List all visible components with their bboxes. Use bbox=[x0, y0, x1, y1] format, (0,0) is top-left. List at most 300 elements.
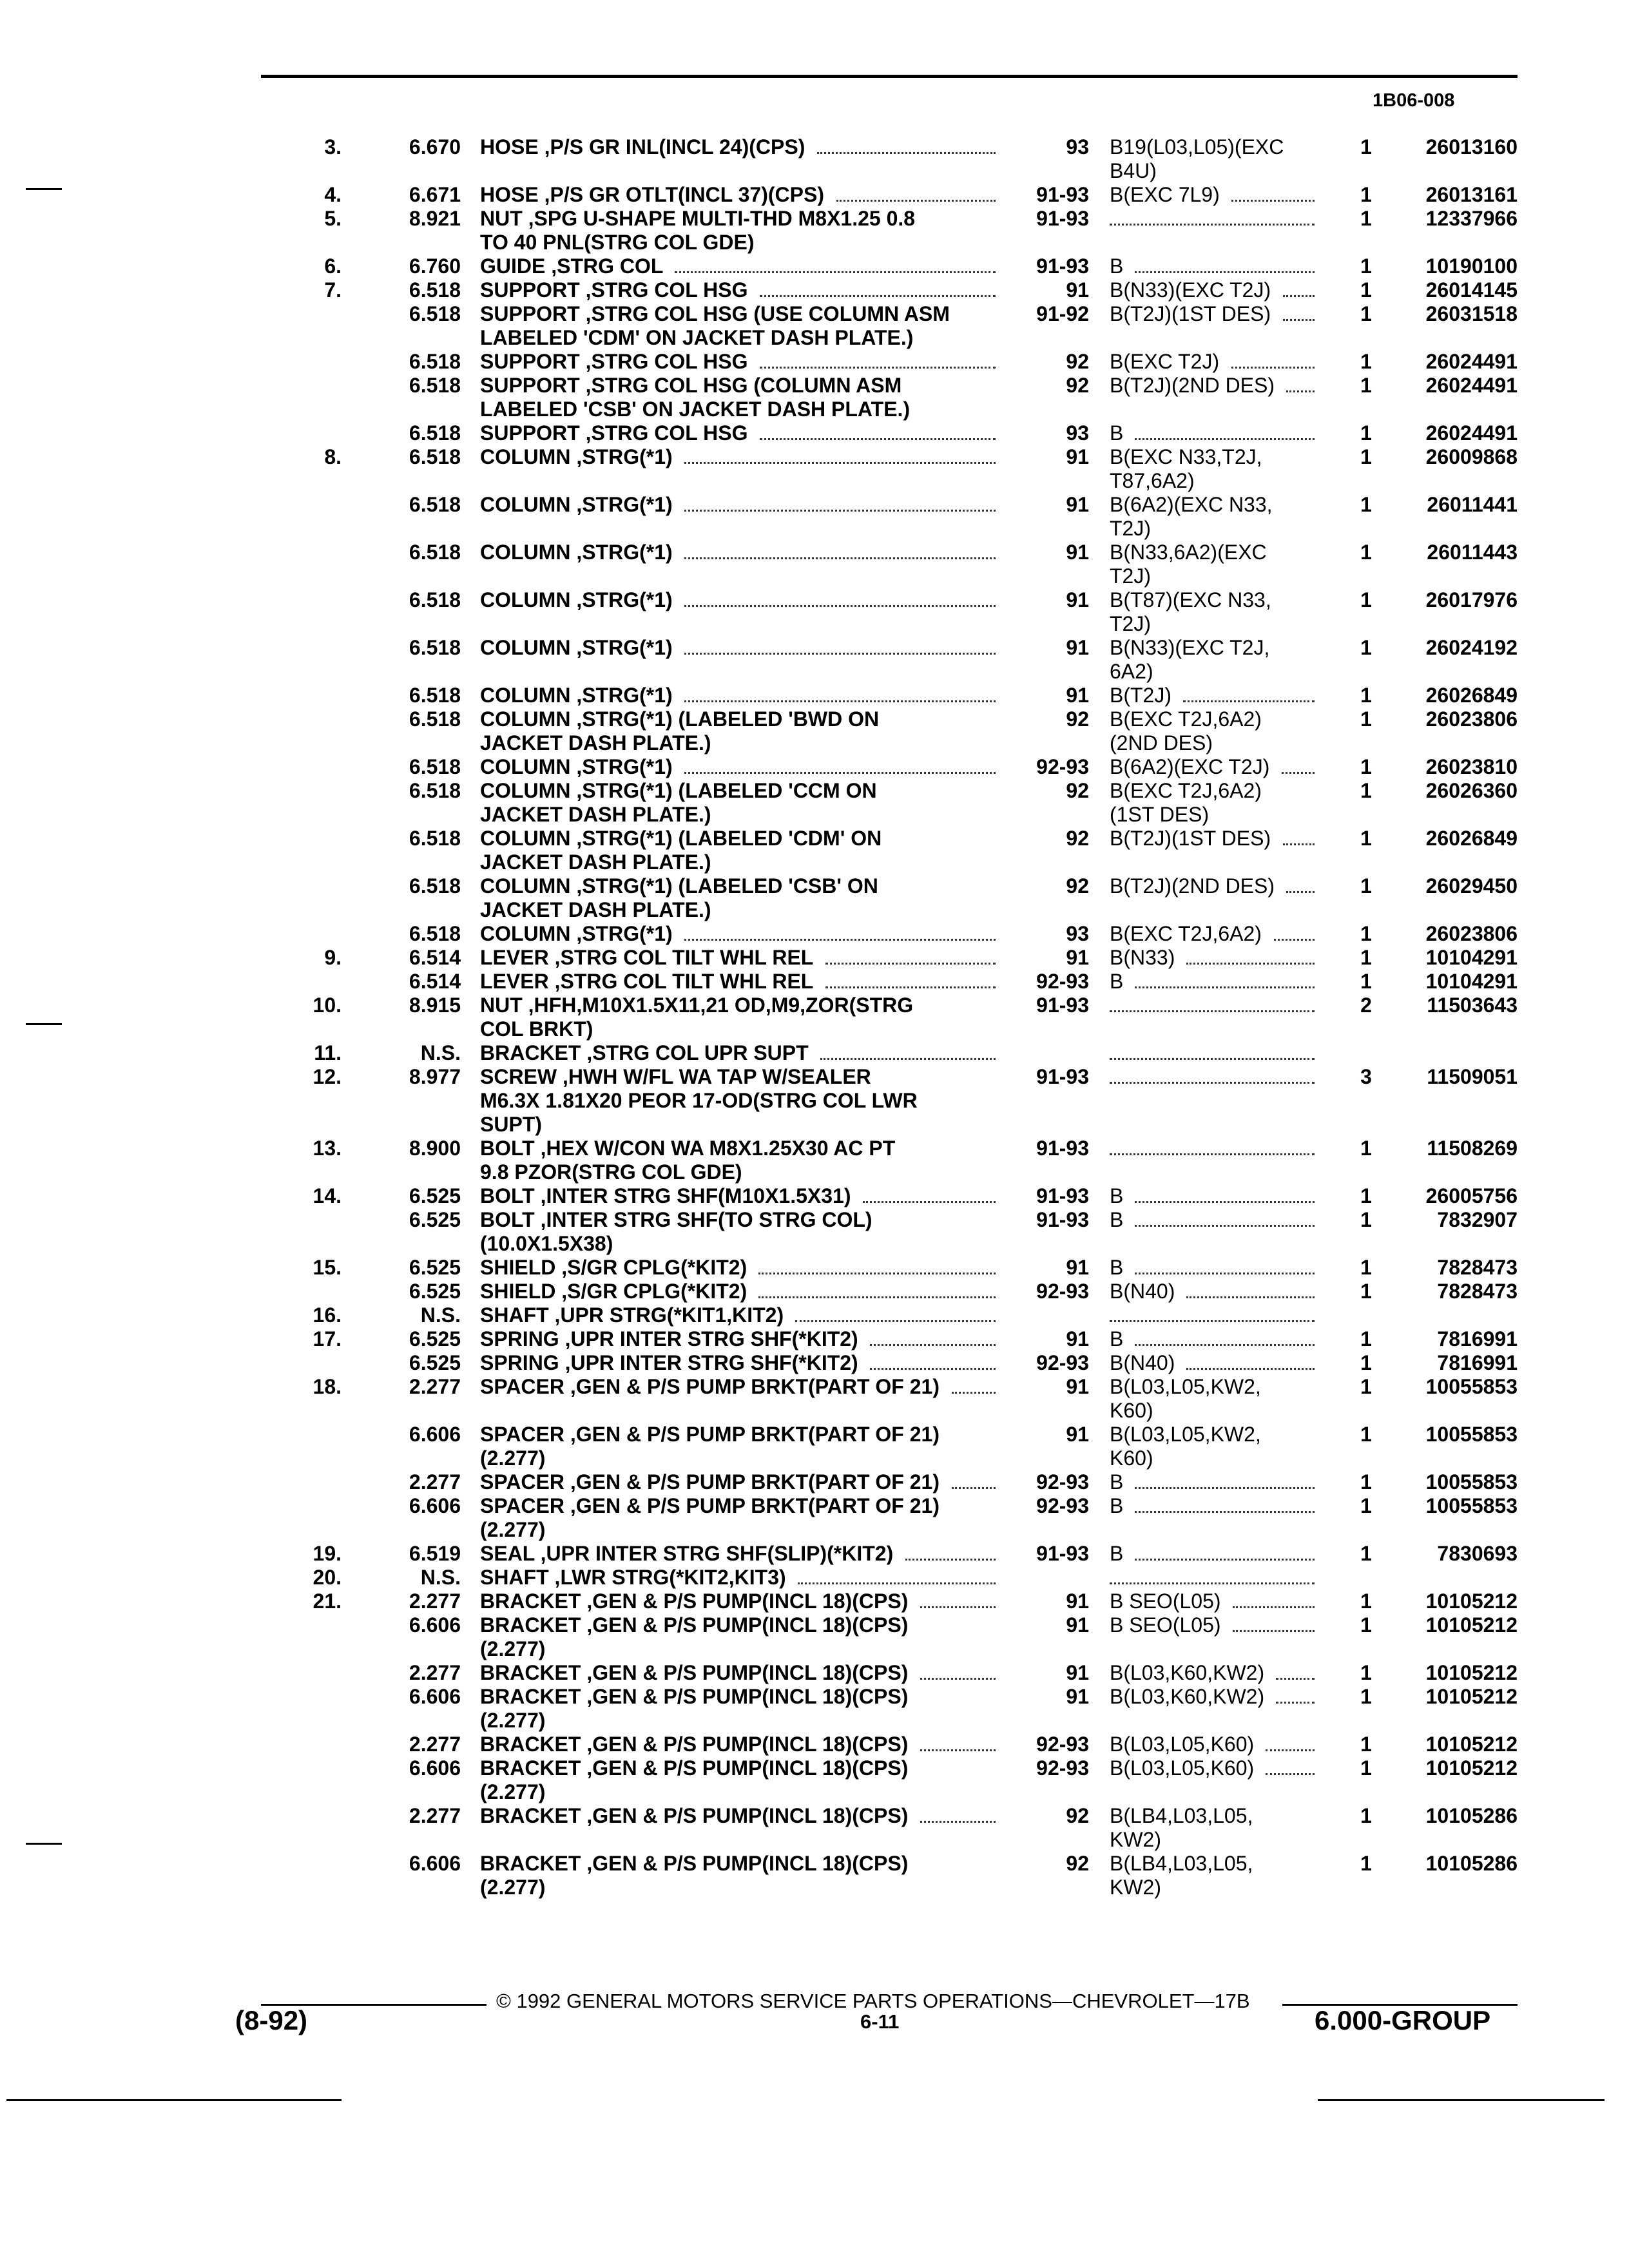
model-years: 92 bbox=[1066, 827, 1089, 850]
model-years: 93 bbox=[1066, 135, 1089, 159]
ref-number: 15. bbox=[313, 1256, 342, 1279]
part-number: 7816991 bbox=[1437, 1351, 1518, 1374]
part-number: 26024491 bbox=[1425, 374, 1518, 397]
dot-leader bbox=[684, 755, 996, 774]
part-description: SHIELD ,S/GR CPLG(*KIT2) bbox=[480, 1256, 747, 1279]
quantity: 1 bbox=[1360, 350, 1372, 373]
application: B(N33)(EXC T2J) bbox=[1110, 278, 1271, 302]
dot-leader bbox=[952, 1375, 996, 1394]
part-description: BOLT ,INTER STRG SHF(TO STRG COL) (10.0X1.5X38) bbox=[480, 1208, 872, 1255]
application: B(L03,L05,KW2, K60) bbox=[1110, 1423, 1261, 1470]
part-description: SPACER ,GEN & P/S PUMP BRKT(PART OF 21) bbox=[480, 1470, 940, 1494]
part-number: 26023810 bbox=[1425, 755, 1518, 778]
table-row bbox=[0, 922, 1629, 946]
quantity: 1 bbox=[1360, 1327, 1372, 1350]
part-number: 10105212 bbox=[1425, 1685, 1518, 1708]
dot-leader bbox=[758, 1256, 996, 1274]
dot-leader bbox=[760, 278, 996, 297]
part-number: 26029450 bbox=[1425, 874, 1518, 898]
model-years: 91-93 bbox=[1036, 1137, 1089, 1160]
dot-leader bbox=[684, 922, 996, 941]
part-number: 10105212 bbox=[1425, 1613, 1518, 1637]
quantity: 1 bbox=[1360, 1470, 1372, 1494]
quantity: 1 bbox=[1360, 588, 1372, 611]
dot-leader bbox=[684, 588, 996, 607]
table-row bbox=[0, 183, 1629, 207]
table-row bbox=[0, 827, 1629, 874]
group-number: 6.518 bbox=[409, 922, 461, 945]
dot-leader bbox=[1110, 1065, 1315, 1084]
dot-leader bbox=[684, 636, 996, 655]
model-years: 91 bbox=[1066, 541, 1089, 564]
model-years: 91 bbox=[1066, 588, 1089, 611]
dot-leader bbox=[920, 1804, 996, 1823]
quantity: 1 bbox=[1360, 445, 1372, 468]
ref-number: 17. bbox=[313, 1327, 342, 1350]
table-row bbox=[0, 1542, 1629, 1566]
model-years: 91-93 bbox=[1036, 207, 1089, 230]
group-number: 6.518 bbox=[409, 874, 461, 898]
table-row bbox=[0, 302, 1629, 350]
quantity: 1 bbox=[1360, 1613, 1372, 1637]
group-number: 6.514 bbox=[409, 946, 461, 969]
table-row bbox=[0, 1041, 1629, 1065]
group-number: 6.525 bbox=[409, 1208, 461, 1231]
model-years: 91-93 bbox=[1036, 994, 1089, 1017]
group-number: 6.671 bbox=[409, 183, 461, 206]
group-number: 6.760 bbox=[409, 255, 461, 278]
model-years: 92 bbox=[1066, 374, 1089, 397]
dot-leader bbox=[920, 1590, 996, 1608]
group-number: 6.518 bbox=[409, 421, 461, 445]
part-description: SHAFT ,UPR STRG(*KIT1,KIT2) bbox=[480, 1303, 784, 1327]
model-years: 91-93 bbox=[1036, 1184, 1089, 1207]
group-number: 6.525 bbox=[409, 1256, 461, 1279]
dot-leader bbox=[1286, 374, 1315, 392]
quantity: 1 bbox=[1360, 374, 1372, 397]
part-number: 11509051 bbox=[1427, 1065, 1518, 1088]
dot-leader bbox=[825, 970, 996, 988]
application: B bbox=[1110, 970, 1124, 993]
application: B(L03,K60,KW2) bbox=[1110, 1685, 1265, 1708]
part-description: SUPPORT ,STRG COL HSG bbox=[480, 421, 748, 445]
dot-leader bbox=[1135, 1327, 1315, 1346]
part-number: 10055853 bbox=[1425, 1494, 1518, 1517]
part-description: SPRING ,UPR INTER STRG SHF(*KIT2) bbox=[480, 1351, 858, 1374]
part-description: SHAFT ,LWR STRG(*KIT2,KIT3) bbox=[480, 1566, 786, 1589]
ref-number: 20. bbox=[313, 1566, 342, 1589]
ref-number: 11. bbox=[314, 1041, 342, 1064]
quantity: 1 bbox=[1360, 1280, 1372, 1303]
quantity: 1 bbox=[1360, 707, 1372, 731]
application: B bbox=[1110, 1494, 1124, 1517]
part-number: 7828473 bbox=[1437, 1256, 1518, 1279]
footer-copyright: © 1992 GENERAL MOTORS SERVICE PARTS OPERATIONS—CHEVROLET—17B bbox=[496, 1990, 1250, 2012]
quantity: 1 bbox=[1360, 922, 1372, 945]
group-number: 6.606 bbox=[409, 1685, 461, 1708]
dot-leader bbox=[1110, 1303, 1315, 1322]
part-description: SPACER ,GEN & P/S PUMP BRKT(PART OF 21) (2.277) bbox=[480, 1494, 940, 1541]
group-number: 6.525 bbox=[409, 1280, 461, 1303]
part-number: 26024491 bbox=[1425, 350, 1518, 373]
group-number: 6.518 bbox=[409, 636, 461, 659]
part-description: HOSE ,P/S GR OTLT(INCL 37)(CPS) bbox=[480, 183, 824, 206]
quantity: 1 bbox=[1360, 970, 1372, 993]
dot-leader bbox=[1274, 922, 1315, 941]
part-number: 10055853 bbox=[1425, 1470, 1518, 1494]
group-number: 2.277 bbox=[409, 1470, 461, 1494]
quantity: 2 bbox=[1360, 994, 1372, 1017]
group-number: 6.525 bbox=[409, 1184, 461, 1207]
model-years: 92 bbox=[1066, 350, 1089, 373]
model-years: 92 bbox=[1066, 874, 1089, 898]
dot-leader bbox=[1186, 1280, 1315, 1298]
group-number: 6.606 bbox=[409, 1852, 461, 1875]
part-number: 26005756 bbox=[1425, 1184, 1518, 1207]
group-number: 6.518 bbox=[409, 684, 461, 707]
dot-leader bbox=[905, 1542, 996, 1561]
quantity: 1 bbox=[1360, 1137, 1372, 1160]
group-number: 6.514 bbox=[409, 970, 461, 993]
part-description: COLUMN ,STRG(*1) bbox=[480, 684, 673, 707]
part-number: 7830693 bbox=[1437, 1542, 1518, 1565]
dot-leader bbox=[1110, 1566, 1315, 1584]
margin-tick bbox=[26, 1023, 62, 1025]
table-row bbox=[0, 541, 1629, 588]
part-number: 26017976 bbox=[1425, 588, 1518, 611]
table-row bbox=[0, 707, 1629, 755]
group-number: 6.518 bbox=[409, 541, 461, 564]
table-row bbox=[0, 1733, 1629, 1756]
table-row bbox=[0, 1184, 1629, 1208]
application: B(EXC N33,T2J, T87,6A2) bbox=[1110, 445, 1262, 492]
ref-number: 5. bbox=[324, 207, 342, 230]
dot-leader bbox=[1282, 755, 1315, 774]
table-row bbox=[0, 1613, 1629, 1661]
ref-number: 7. bbox=[324, 278, 342, 302]
table-row bbox=[0, 636, 1629, 684]
quantity: 1 bbox=[1360, 1208, 1372, 1231]
model-years: 91 bbox=[1066, 1613, 1089, 1637]
model-years: 91 bbox=[1066, 1423, 1089, 1446]
dot-leader bbox=[817, 135, 996, 154]
group-number: 8.977 bbox=[409, 1065, 461, 1088]
dot-leader bbox=[1233, 1590, 1315, 1608]
part-description: SUPPORT ,STRG COL HSG (USE COLUMN ASM LABELED 'CDM' ON JACKET DASH PLATE.) bbox=[480, 302, 950, 349]
part-description: LEVER ,STRG COL TILT WHL REL bbox=[480, 946, 814, 969]
group-number: 6.518 bbox=[409, 827, 461, 850]
table-row bbox=[0, 278, 1629, 302]
part-number: 10105212 bbox=[1425, 1733, 1518, 1756]
quantity: 1 bbox=[1360, 1542, 1372, 1565]
application: B(L03,L05,KW2, K60) bbox=[1110, 1375, 1261, 1422]
model-years: 91-93 bbox=[1036, 1542, 1089, 1565]
group-number: 6.606 bbox=[409, 1423, 461, 1446]
dot-leader bbox=[1231, 183, 1315, 202]
quantity: 1 bbox=[1360, 636, 1372, 659]
dot-leader bbox=[920, 1733, 996, 1751]
part-description: COLUMN ,STRG(*1) bbox=[480, 445, 673, 468]
part-description: COLUMN ,STRG(*1) bbox=[480, 636, 673, 659]
quantity: 1 bbox=[1360, 684, 1372, 707]
model-years: 92-93 bbox=[1036, 1756, 1089, 1780]
footer-group: 6.000-GROUP bbox=[1315, 2005, 1491, 2035]
table-row bbox=[0, 1303, 1629, 1327]
dot-leader bbox=[1286, 874, 1315, 893]
table-row bbox=[0, 779, 1629, 827]
part-description: SEAL ,UPR INTER STRG SHF(SLIP)(*KIT2) bbox=[480, 1542, 894, 1565]
dot-leader bbox=[870, 1327, 996, 1346]
model-years: 91 bbox=[1066, 1590, 1089, 1613]
model-years: 91 bbox=[1066, 1327, 1089, 1350]
application: B(EXC T2J,6A2) (1ST DES) bbox=[1110, 779, 1262, 826]
table-row bbox=[0, 1208, 1629, 1256]
group-number: N.S. bbox=[420, 1041, 461, 1064]
group-number: 6.518 bbox=[409, 779, 461, 802]
dot-leader bbox=[1276, 1661, 1315, 1680]
model-years: 91 bbox=[1066, 278, 1089, 302]
part-number: 26014145 bbox=[1425, 278, 1518, 302]
dot-leader bbox=[1135, 1470, 1315, 1489]
quantity: 1 bbox=[1360, 874, 1372, 898]
quantity: 1 bbox=[1360, 827, 1372, 850]
table-row bbox=[0, 135, 1629, 183]
part-number: 7832907 bbox=[1437, 1208, 1518, 1231]
part-description: BRACKET ,GEN & P/S PUMP(INCL 18)(CPS) bbox=[480, 1733, 909, 1756]
dot-leader bbox=[1110, 1137, 1315, 1155]
part-number: 26013160 bbox=[1425, 135, 1518, 159]
model-years: 91-93 bbox=[1036, 1208, 1089, 1231]
quantity: 1 bbox=[1360, 207, 1372, 230]
model-years: 91-93 bbox=[1036, 183, 1089, 206]
part-description: NUT ,SPG U-SHAPE MULTI-THD M8X1.25 0.8 TO 40 PNL(STRG COL GDE) bbox=[480, 207, 916, 254]
quantity: 1 bbox=[1360, 1184, 1372, 1207]
table-row bbox=[0, 1470, 1629, 1494]
part-description: COLUMN ,STRG(*1) bbox=[480, 588, 673, 611]
quantity: 1 bbox=[1360, 541, 1372, 564]
part-number: 26024491 bbox=[1425, 421, 1518, 445]
bottom-line-left bbox=[6, 2099, 342, 2101]
dot-leader bbox=[1135, 1208, 1315, 1227]
quantity: 1 bbox=[1360, 135, 1372, 159]
application: B bbox=[1110, 1256, 1124, 1279]
part-description: COLUMN ,STRG(*1) (LABELED 'CCM ON JACKET DASH PLATE.) bbox=[480, 779, 877, 826]
model-years: 93 bbox=[1066, 421, 1089, 445]
dot-leader bbox=[820, 1041, 996, 1060]
group-number: 8.900 bbox=[409, 1137, 461, 1160]
group-number: 8.921 bbox=[409, 207, 461, 230]
part-number: 26024192 bbox=[1425, 636, 1518, 659]
part-description: SPRING ,UPR INTER STRG SHF(*KIT2) bbox=[480, 1327, 858, 1350]
table-row bbox=[0, 207, 1629, 255]
dot-leader bbox=[758, 1280, 996, 1298]
model-years: 91 bbox=[1066, 493, 1089, 516]
application: B(T87)(EXC N33, T2J) bbox=[1110, 588, 1271, 635]
ref-number: 9. bbox=[324, 946, 342, 969]
dot-leader bbox=[825, 946, 996, 965]
table-row bbox=[0, 970, 1629, 994]
application: B(L03,L05,K60) bbox=[1110, 1733, 1255, 1756]
part-number: 10105212 bbox=[1425, 1590, 1518, 1613]
table-row bbox=[0, 1327, 1629, 1351]
group-number: 6.518 bbox=[409, 493, 461, 516]
part-number: 26009868 bbox=[1425, 445, 1518, 468]
application: B(N40) bbox=[1110, 1351, 1175, 1374]
part-description: SUPPORT ,STRG COL HSG bbox=[480, 350, 748, 373]
part-number: 26013161 bbox=[1425, 183, 1518, 206]
dot-leader bbox=[1135, 970, 1315, 988]
application: B bbox=[1110, 1470, 1124, 1494]
model-years: 91 bbox=[1066, 1685, 1089, 1708]
quantity: 1 bbox=[1360, 1685, 1372, 1708]
model-years: 91 bbox=[1066, 636, 1089, 659]
part-number: 7816991 bbox=[1437, 1327, 1518, 1350]
table-row bbox=[0, 350, 1629, 374]
table-row bbox=[0, 994, 1629, 1041]
part-number: 26031518 bbox=[1425, 302, 1518, 325]
margin-tick bbox=[26, 188, 62, 190]
part-description: SUPPORT ,STRG COL HSG (COLUMN ASM LABELED 'CSB' ON JACKET DASH PLATE.) bbox=[480, 374, 911, 421]
application: B(T2J)(1ST DES) bbox=[1110, 302, 1271, 325]
ref-number: 4. bbox=[324, 183, 342, 206]
part-description: SUPPORT ,STRG COL HSG bbox=[480, 278, 748, 302]
dot-leader bbox=[1135, 1542, 1315, 1561]
quantity: 1 bbox=[1360, 1590, 1372, 1613]
model-years: 92-93 bbox=[1036, 1351, 1089, 1374]
dot-leader bbox=[1186, 946, 1315, 965]
group-number: 6.606 bbox=[409, 1494, 461, 1517]
dot-leader bbox=[1183, 684, 1315, 702]
part-number: 10105212 bbox=[1425, 1661, 1518, 1684]
part-number: 26023806 bbox=[1425, 922, 1518, 945]
model-years: 92 bbox=[1066, 707, 1089, 731]
group-number: 2.277 bbox=[409, 1590, 461, 1613]
quantity: 3 bbox=[1360, 1065, 1372, 1088]
model-years: 92-93 bbox=[1036, 1494, 1089, 1517]
part-description: BRACKET ,GEN & P/S PUMP(INCL 18)(CPS) (2.277) bbox=[480, 1852, 909, 1899]
group-number: 6.518 bbox=[409, 707, 461, 731]
ref-number: 13. bbox=[313, 1137, 342, 1160]
part-description: LEVER ,STRG COL TILT WHL REL bbox=[480, 970, 814, 993]
group-number: N.S. bbox=[420, 1303, 461, 1327]
model-years: 91 bbox=[1066, 445, 1089, 468]
model-years: 92-93 bbox=[1036, 755, 1089, 778]
application: B(EXC T2J,6A2) bbox=[1110, 922, 1262, 945]
dot-leader bbox=[1135, 1256, 1315, 1274]
application: B(T2J)(2ND DES) bbox=[1110, 374, 1275, 397]
part-number: 10105286 bbox=[1425, 1852, 1518, 1875]
table-row bbox=[0, 1566, 1629, 1590]
table-row bbox=[0, 1423, 1629, 1470]
part-description: COLUMN ,STRG(*1) bbox=[480, 922, 673, 945]
application: B(EXC T2J) bbox=[1110, 350, 1220, 373]
table-row bbox=[0, 588, 1629, 636]
dot-leader bbox=[798, 1566, 996, 1584]
application: B(N33)(EXC T2J, 6A2) bbox=[1110, 636, 1270, 683]
ref-number: 16. bbox=[313, 1303, 342, 1327]
part-description: COLUMN ,STRG(*1) (LABELED 'CSB' ON JACKET DASH PLATE.) bbox=[480, 874, 878, 921]
application: B bbox=[1110, 421, 1124, 445]
application: B(N40) bbox=[1110, 1280, 1175, 1303]
group-number: 2.277 bbox=[409, 1804, 461, 1827]
parts-list bbox=[0, 135, 1629, 1899]
ref-number: 3. bbox=[324, 135, 342, 159]
dot-leader bbox=[1283, 278, 1315, 297]
group-number: 6.518 bbox=[409, 278, 461, 302]
application: B(LB4,L03,L05, KW2) bbox=[1110, 1852, 1253, 1899]
model-years: 92 bbox=[1066, 1852, 1089, 1875]
table-row bbox=[0, 1852, 1629, 1899]
part-description: BRACKET ,GEN & P/S PUMP(INCL 18)(CPS) (2.277) bbox=[480, 1613, 909, 1660]
ref-number: 18. bbox=[313, 1375, 342, 1398]
application: B(L03,L05,K60) bbox=[1110, 1756, 1255, 1780]
part-description: BRACKET ,GEN & P/S PUMP(INCL 18)(CPS) bbox=[480, 1804, 909, 1827]
dot-leader bbox=[1135, 255, 1315, 273]
group-number: 6.518 bbox=[409, 302, 461, 325]
application: B bbox=[1110, 1327, 1124, 1350]
part-number: 10055853 bbox=[1425, 1423, 1518, 1446]
table-row bbox=[0, 1756, 1629, 1804]
dot-leader bbox=[1110, 207, 1315, 226]
table-row bbox=[0, 874, 1629, 922]
part-description: SPACER ,GEN & P/S PUMP BRKT(PART OF 21) (2.277) bbox=[480, 1423, 940, 1470]
quantity: 1 bbox=[1360, 755, 1372, 778]
table-row bbox=[0, 1137, 1629, 1184]
dot-leader bbox=[1186, 1351, 1315, 1370]
part-description: GUIDE ,STRG COL bbox=[480, 255, 664, 278]
part-description: HOSE ,P/S GR INL(INCL 24)(CPS) bbox=[480, 135, 805, 159]
quantity: 1 bbox=[1360, 278, 1372, 302]
application: B bbox=[1110, 1542, 1124, 1565]
table-row bbox=[0, 946, 1629, 970]
table-row bbox=[0, 493, 1629, 541]
part-description: SHIELD ,S/GR CPLG(*KIT2) bbox=[480, 1280, 747, 1303]
dot-leader bbox=[1283, 827, 1315, 845]
table-row bbox=[0, 1280, 1629, 1303]
part-number: 11503643 bbox=[1427, 994, 1518, 1017]
model-years: 91-93 bbox=[1036, 255, 1089, 278]
quantity: 1 bbox=[1360, 1852, 1372, 1875]
application: B19(L03,L05)(EXC B4U) bbox=[1110, 135, 1284, 182]
ref-number: 21. bbox=[313, 1590, 342, 1613]
table-row bbox=[0, 1661, 1629, 1685]
part-number: 26023806 bbox=[1425, 707, 1518, 731]
top-rule bbox=[261, 75, 1518, 78]
dot-leader bbox=[836, 183, 996, 202]
group-number: 2.277 bbox=[409, 1661, 461, 1684]
group-number: 6.518 bbox=[409, 588, 461, 611]
dot-leader bbox=[795, 1303, 996, 1322]
part-description: BRACKET ,STRG COL UPR SUPT bbox=[480, 1041, 809, 1064]
table-row bbox=[0, 755, 1629, 779]
part-description: COLUMN ,STRG(*1) (LABELED 'CDM' ON JACKET DASH PLATE.) bbox=[480, 827, 882, 874]
bottom-line-right bbox=[1318, 2099, 1605, 2101]
part-number: 26011443 bbox=[1427, 541, 1518, 564]
dot-leader bbox=[1135, 1184, 1315, 1203]
part-number: 11508269 bbox=[1427, 1137, 1518, 1160]
dot-leader bbox=[684, 684, 996, 702]
dot-leader bbox=[1110, 994, 1315, 1012]
group-number: 8.915 bbox=[409, 994, 461, 1017]
table-row bbox=[0, 1256, 1629, 1280]
dot-leader bbox=[1135, 1494, 1315, 1513]
quantity: 1 bbox=[1360, 1733, 1372, 1756]
footer-page-number: 6-11 bbox=[860, 2010, 900, 2033]
quantity: 1 bbox=[1360, 1804, 1372, 1827]
application: B bbox=[1110, 1184, 1124, 1207]
dot-leader bbox=[870, 1351, 996, 1370]
dot-leader bbox=[684, 541, 996, 559]
